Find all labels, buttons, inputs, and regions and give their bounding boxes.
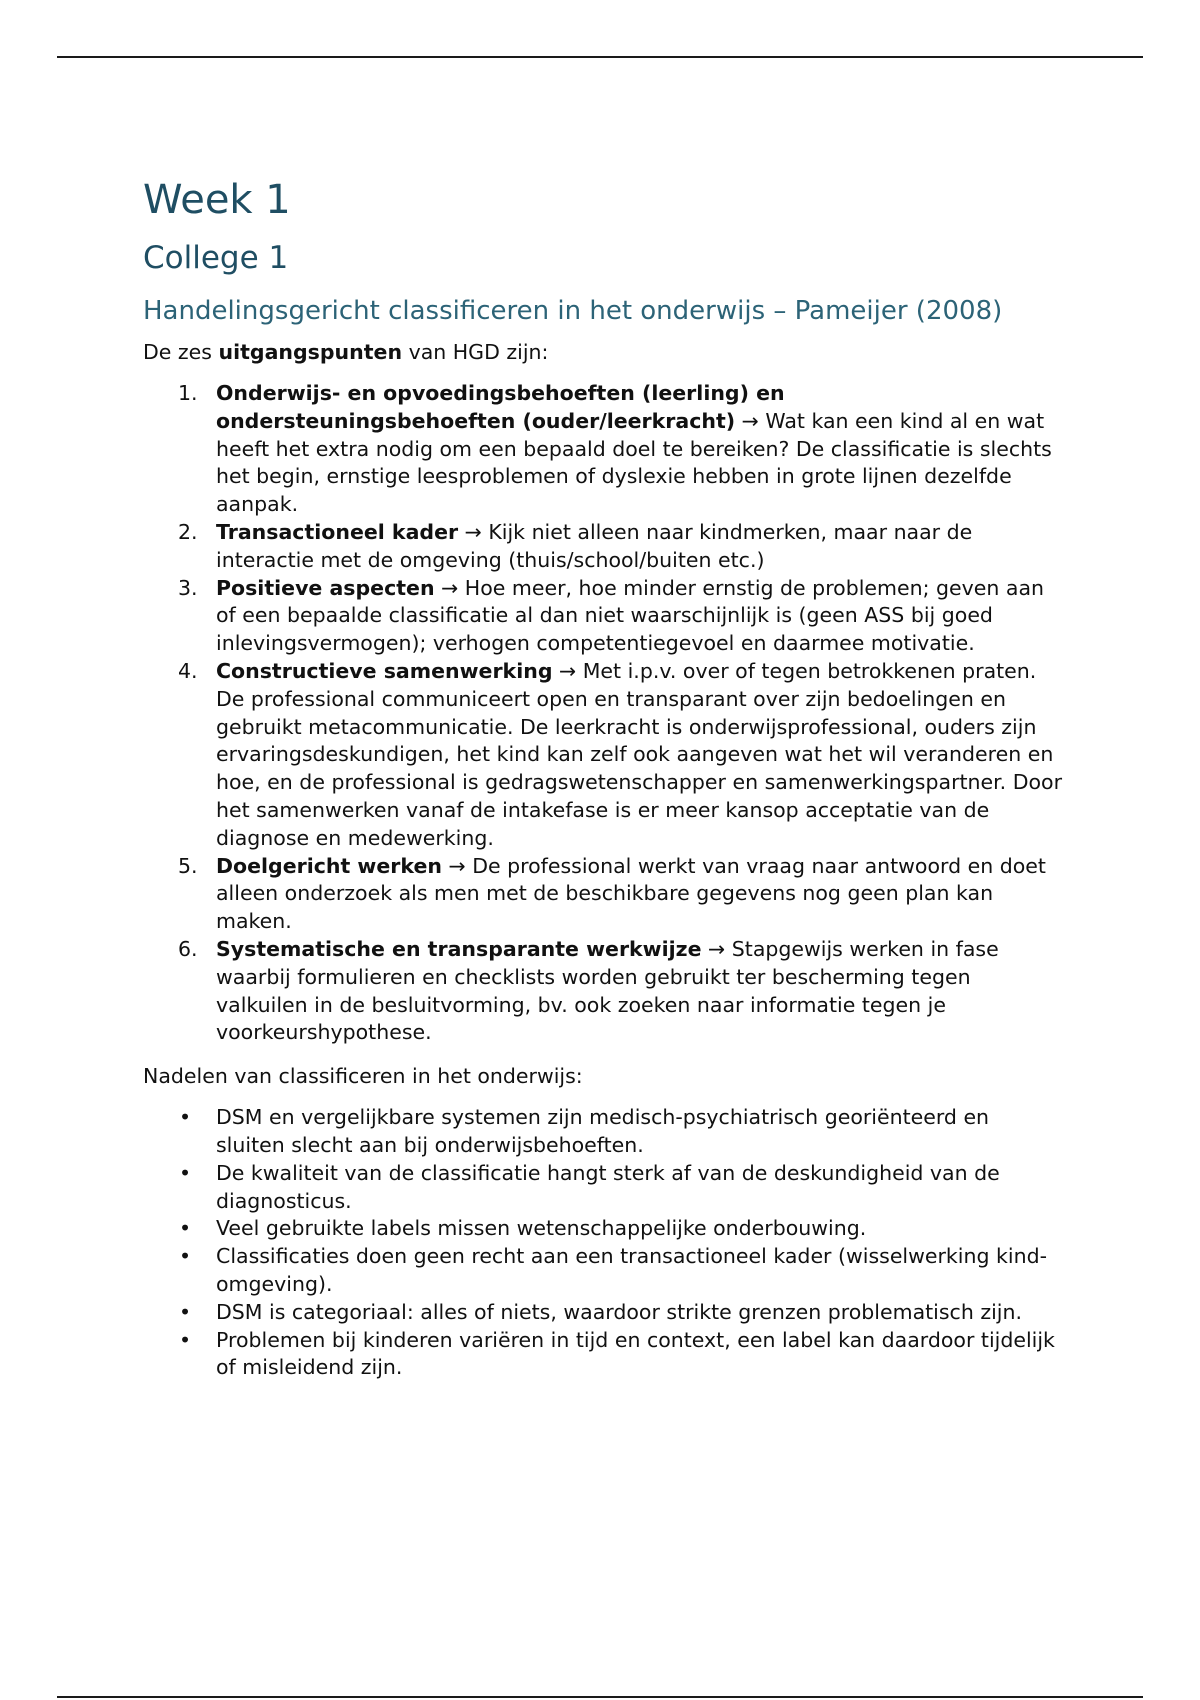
heading-week: Week 1	[143, 177, 291, 223]
principle-text: De professional werkt van vraag naar antwoord en doet alleen onderzoek als men met de beschikbare gegevens nog geen plan kan maken.	[216, 853, 1046, 934]
principle-term: Systematische en transparante werkwijze	[216, 936, 702, 961]
footer-rule	[57, 1696, 1143, 1698]
document-body	[143, 172, 1063, 1382]
nadeel-text: De kwaliteit van de classificatie hangt sterk af van de deskundigheid van de diagnosticus.	[216, 1160, 1000, 1213]
principle-text: Wat kan een kind al en wat heeft het extra nodig om een bepaald doel te bereiken? De classificatie is slechts het begin, ernstige leesproblemen of dyslexie hebben in grote lijnen dezelfde aanpak.	[216, 408, 1052, 517]
principle-item	[143, 380, 1063, 519]
nadeel-item	[143, 1327, 1063, 1383]
nadelen-intro: Nadelen van classificeren in het onderwijs:	[143, 1064, 583, 1089]
principle-text: Hoe meer, hoe minder ernstig de problemen; geven aan of een bepaalde classificatie al dan niet waarschijnlijk is (geen ASS bij goed inlevingsvermogen); verhogen competentiegevoel en daarmee motivatie.	[216, 575, 1045, 656]
principle-term: Constructieve samenwerking	[216, 658, 553, 683]
bullet-icon: •	[179, 1299, 192, 1324]
principle-term: Transactioneel kader	[216, 519, 459, 544]
heading-section: Handelingsgericht classificeren in het onderwijs – Pameijer (2008)	[143, 296, 1003, 326]
intro-bold: uitgangspunten	[218, 340, 403, 364]
header-rule	[57, 56, 1143, 58]
principles-list	[143, 380, 1063, 1047]
arrow-icon: →	[441, 575, 459, 600]
principle-item	[143, 853, 1063, 936]
principle-number: 6.	[178, 936, 198, 961]
arrow-icon: →	[708, 936, 726, 961]
principle-item	[143, 936, 1063, 1047]
bullet-icon: •	[179, 1160, 192, 1185]
nadeel-text: Classificaties doen geen recht aan een transactioneel kader (wisselwerking kind-omgeving).	[216, 1244, 1047, 1296]
nadeel-text: Veel gebruikte labels missen wetenschappelijke onderbouwing.	[216, 1216, 867, 1241]
bullet-icon: •	[179, 1327, 192, 1352]
intro-paragraph	[143, 338, 1063, 366]
principle-text: Stapgewijs werken in fase waarbij formulieren en checklists worden gebruikt ter bescherming tegen valkuilen in de besluitvorming, bv. ook zoeken naar informatie tegen je voorkeurshypothese.	[216, 936, 999, 1045]
principle-text: Kijk niet alleen naar kindmerken, maar naar de interactie met de omgeving (thuis/school/buiten etc.)	[216, 519, 973, 572]
principle-item	[143, 519, 1063, 575]
principle-term: Onderwijs- en opvoedingsbehoeften (leerling) en ondersteuningsbehoeften (ouder/leerkracht)	[216, 381, 785, 433]
intro-prefix: De zes	[143, 340, 219, 364]
principle-number: 4.	[178, 658, 198, 683]
arrow-icon: →	[464, 519, 482, 544]
nadeel-item	[143, 1243, 1063, 1299]
nadeel-text: Problemen bij kinderen variëren in tijd en context, een label kan daardoor tijdelijk of misleidend zijn.	[216, 1327, 1055, 1380]
heading-college: College 1	[143, 240, 289, 276]
bullet-icon: •	[179, 1244, 192, 1269]
bullet-icon: •	[179, 1216, 192, 1241]
nadeel-item	[143, 1104, 1063, 1160]
principle-term: Positieve aspecten	[216, 575, 435, 600]
arrow-icon: →	[741, 408, 759, 433]
nadeel-item	[143, 1299, 1063, 1327]
nadeel-text: DSM en vergelijkbare systemen zijn medisch-psychiatrisch georiënteerd en sluiten slecht aan bij onderwijsbehoeften.	[216, 1105, 990, 1157]
principle-text: Met i.p.v. over of tegen betrokkenen praten. De professional communiceert open en transparant over zijn bedoelingen en gebruikt metacommunicatie. De leerkracht is onderwijsprofessional, ouders zijn ervaringsdeskundigen, het kind kan zelf ook aangeven wat het wil veranderen en hoe, en de professional is gedragswetenschapper en samenwerkingspartner. Door het samenwerken vanaf de intakefase is er meer kansop acceptatie van de diagnose en medewerking.	[216, 658, 1063, 850]
nadelen-list	[143, 1104, 1063, 1382]
principle-term: Doelgericht werken	[216, 853, 442, 878]
nadeel-item	[143, 1160, 1063, 1216]
nadeel-item	[143, 1215, 1063, 1243]
principle-number: 1.	[178, 381, 198, 405]
intro-suffix: van HGD zijn:	[402, 340, 549, 364]
nadeel-text: DSM is categoriaal: alles of niets, waardoor strikte grenzen problematisch zijn.	[216, 1299, 1022, 1324]
principle-number: 5.	[178, 853, 198, 878]
principle-item	[143, 658, 1063, 853]
principle-number: 2.	[178, 519, 198, 544]
arrow-icon: →	[448, 853, 466, 878]
arrow-icon: →	[559, 658, 577, 683]
bullet-icon: •	[179, 1105, 192, 1130]
principle-item	[143, 575, 1063, 658]
principle-number: 3.	[178, 575, 198, 600]
